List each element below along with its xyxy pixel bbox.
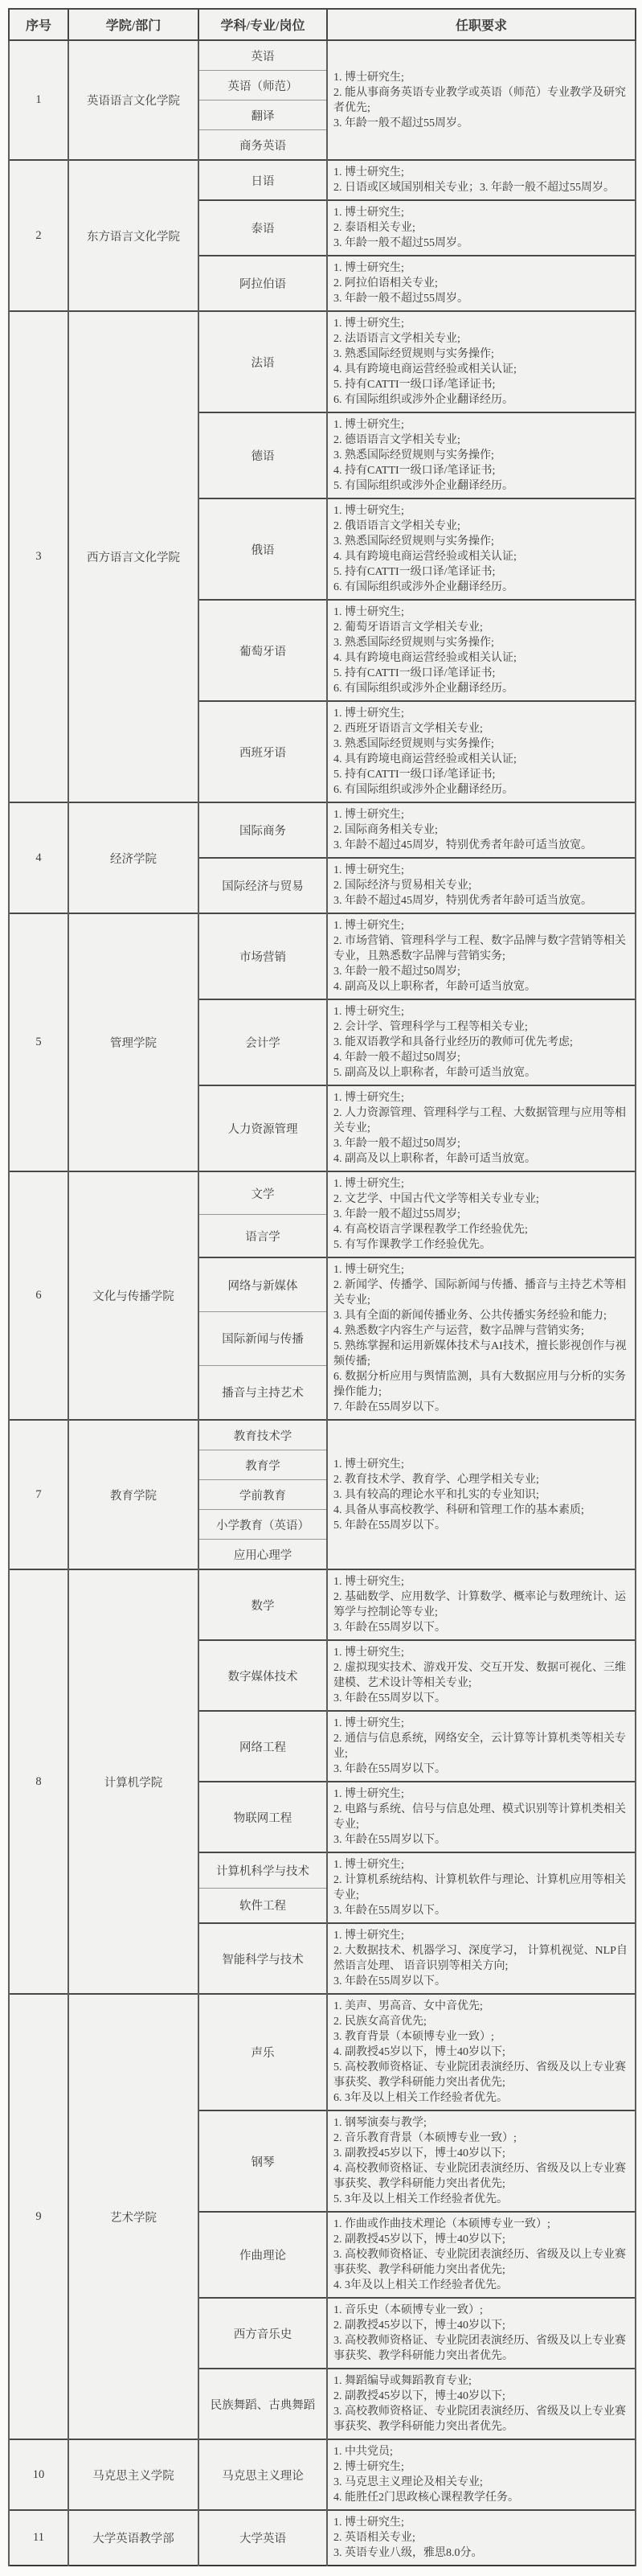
position-cell: 民族舞蹈、古典舞蹈 (198, 2369, 327, 2439)
position-cell: 网络与新媒体 (198, 1257, 327, 1312)
position-cell: 人力资源管理 (198, 1085, 327, 1171)
table-header-row (9, 9, 636, 40)
requirement-item: 4. 副教授45岁以下，博士40岁以下; (333, 2046, 505, 2058)
requirement-item: 1. 博士研究生; (333, 71, 404, 84)
position-cell: 市场营销 (198, 913, 327, 999)
requirements-cell (327, 40, 636, 160)
requirement-item: 5. 持有CATTI一级口译/笔译证书; (333, 667, 496, 679)
requirement-item: 1. 博士研究生; (333, 1458, 404, 1471)
requirement-item: 5. 高校教师资格证、专业院团表演经历、省级及以上专业赛事获奖、教学科研能力突出者优先; (333, 2061, 626, 2089)
requirement-item: 4. 具有跨境电商运营经验或相关认证; (333, 363, 517, 375)
requirement-item: 2. 大数据技术、机器学习、深度学习， 计算机视觉、NLP自然语言处理、 语音识别等相关方向; (333, 1945, 628, 1972)
college-cell: 教育学院 (68, 1420, 198, 1569)
requirement-item: 3. 年龄一般不超过55周岁。 (333, 117, 468, 129)
requirement-item: 2. 通信与信息系统，网络安全，云计算等计算机类等相关专业; (333, 1733, 626, 1760)
requirements-cell (327, 1640, 636, 1711)
requirements-cell (327, 311, 636, 412)
position-cell: 国际商务 (198, 802, 327, 858)
requirement-item: 2. 国际商务相关专业; (333, 824, 438, 836)
row-no-cell: 11 (9, 2510, 68, 2566)
table-row (9, 1420, 636, 1450)
row-no-cell: 9 (9, 1994, 68, 2439)
requirement-item: 5. 有写作课教学工作经验优先。 (333, 1239, 491, 1251)
requirement-item: 2. 西班牙语语言文学相关专业; (333, 723, 483, 735)
position-cell: 阿拉伯语 (198, 256, 327, 311)
requirement-item: 2. 会计学、管理科学与工程等相关专业; (333, 1021, 528, 1033)
requirement-item: 2. 英语相关专业; (333, 2532, 415, 2544)
requirement-item: 4. 年龄一般不超过50周岁; (333, 1052, 460, 1064)
requirement-item: 2. 能从事商务英语专业教学或英语（师范）专业教学及研究者优先; (333, 86, 626, 114)
requirements-cell (327, 2510, 636, 2566)
position-cell: 法语 (198, 311, 327, 412)
position-cell: 会计学 (198, 999, 327, 1085)
requirement-item: 1. 钢琴演奏与教学; (333, 2117, 427, 2129)
requirement-item: 4. 持有CATTI一级口译/笔译证书; (333, 465, 496, 477)
position-cell: 国际经济与贸易 (198, 858, 327, 913)
column-header-requirements: 任职要求 (327, 9, 636, 40)
requirement-item: 3. 副教授45岁以下，博士40岁以下; (333, 2147, 505, 2160)
requirement-item: 7. 年龄在55周岁以下。 (333, 1401, 446, 1413)
position-cell: 俄语 (198, 498, 327, 600)
position-cell: 商务英语 (198, 130, 327, 161)
requirement-item: 2. 电路与系统、信号与信息处理、模式识别等计算机类相关专业; (333, 1803, 626, 1831)
requirement-item: 2. 日语或区域国别相关专业；3. 年龄一般不超过55周岁。 (333, 182, 615, 194)
requirements-cell (327, 1782, 636, 1852)
requirement-item: 6. 有国际组织或涉外企业翻译经历。 (333, 581, 513, 593)
requirement-item: 4. 副高及以上职称者，年龄可适当放宽。 (333, 1153, 536, 1165)
requirement-item: 2. 虚拟现实技术、游戏开发、交互开发、数据可视化、三维建模、艺术设计等相关专业; (333, 1662, 626, 1689)
requirement-item: 6. 有国际组织或涉外企业翻译经历。 (333, 683, 513, 695)
recruitment-table (8, 8, 636, 2566)
requirement-item: 5. 持有CATTI一级口译/笔译证书; (333, 379, 496, 391)
requirement-item: 3. 教育背景（本硕博专业一致）; (333, 2031, 494, 2043)
requirement-item: 1. 博士研究生; (333, 864, 404, 876)
college-cell: 艺术学院 (68, 1994, 198, 2439)
requirement-item: 1. 博士研究生; (333, 1647, 404, 1659)
position-cell: 小学教育（英语） (198, 1510, 327, 1540)
requirement-item: 2. 新闻学、传播学、国际新闻与传播、播音与主持艺术等相关专业; (333, 1279, 626, 1306)
requirements-cell (327, 2369, 636, 2439)
position-cell: 软件工程 (198, 1888, 327, 1923)
requirement-item: 3. 能双语教学和具备行业经历的教师可优先考虑; (333, 1036, 573, 1048)
requirement-item: 2. 音乐教育背景（本硕博专业一致）; (333, 2132, 517, 2144)
requirement-item: 3. 高校教师资格证、专业院团表演经历、省级及以上专业赛事获奖、教学科研能力突出者优先; (333, 2249, 626, 2276)
position-cell: 翻译 (198, 100, 327, 130)
requirements-cell (327, 600, 636, 701)
requirement-item: 2. 俄语语言文学相关专业; (333, 520, 460, 532)
requirement-item: 1. 美声、男高音、女中音优先; (333, 2000, 483, 2012)
college-cell: 西方语言文化学院 (68, 311, 198, 802)
requirement-item: 3. 年龄在55周岁以下。 (333, 1692, 446, 1704)
requirement-item: 3. 年龄在55周岁以下。 (333, 1622, 446, 1634)
table-row (9, 1569, 636, 1640)
position-cell: 日语 (198, 160, 327, 200)
requirement-item: 4. 副高及以上职称者，年龄可适当放宽。 (333, 981, 536, 993)
position-cell: 学前教育 (198, 1480, 327, 1510)
requirement-item: 4. 熟悉数字内容生产与运营，数字品牌与营销实务; (333, 1325, 584, 1337)
position-cell: 教育学 (198, 1450, 327, 1480)
requirement-item: 2. 副教授45岁以下，博士40岁以下; (333, 2320, 505, 2332)
requirement-item: 6. 数据分析应用与舆情监测，具有大数据应用与分析的实务操作能力; (333, 1371, 626, 1398)
requirement-item: 3. 具有较高的理论水平和扎实的专业知识; (333, 1488, 539, 1501)
requirement-item: 1. 博士研究生; (333, 1006, 404, 1018)
requirements-cell (327, 1994, 636, 2110)
position-cell: 智能科学与技术 (198, 1923, 327, 1994)
requirements-cell (327, 256, 636, 311)
requirement-item: 2. 德语语言文学相关专业; (333, 434, 460, 446)
position-cell: 网络工程 (198, 1711, 327, 1782)
requirement-item: 1. 舞蹈编导或舞蹈教育专业; (333, 2375, 472, 2387)
row-no-cell: 6 (9, 1171, 68, 1420)
requirement-item: 5. 副高及以上职称者，年龄可适当放宽。 (333, 1067, 536, 1079)
requirement-item: 3. 熟悉国际经贸规则与实务操作; (333, 348, 494, 360)
requirement-item: 1. 博士研究生; (333, 1264, 404, 1276)
requirements-cell (327, 160, 636, 200)
requirement-item: 6. 有国际组织或涉外企业翻译经历。 (333, 394, 513, 406)
requirements-cell (327, 999, 636, 1085)
requirement-item: 3. 具有全面的新闻传播业务、公共传播实务经验和能力; (333, 1310, 607, 1322)
position-cell: 语言学 (198, 1215, 327, 1258)
position-cell: 声乐 (198, 1994, 327, 2110)
table-row (9, 2439, 636, 2510)
requirement-item: 3. 熟悉国际经贸规则与实务操作; (333, 449, 494, 461)
requirement-item: 3. 年龄一般不超过55周岁。 (333, 293, 468, 305)
requirement-item: 1. 博士研究生; (333, 1717, 404, 1729)
requirement-item: 3. 高校教师资格证、专业院团表演经历、省级及以上专业赛事获奖、教学科研能力突出者优先。 (333, 2406, 626, 2433)
position-cell: 计算机科学与技术 (198, 1852, 327, 1888)
requirement-item: 1. 作曲或作曲技术理论（本硕博专业一致）; (333, 2218, 550, 2230)
position-cell: 马克思主义理论 (198, 2439, 327, 2510)
requirements-cell (327, 1420, 636, 1569)
requirement-item: 1. 音乐史（本硕博专业一致）; (333, 2304, 483, 2316)
requirement-item: 2. 人力资源管理、管理科学与工程、大数据管理与应用等相关专业; (333, 1107, 626, 1134)
requirement-item: 3. 年龄在55周岁以下。 (333, 1905, 446, 1917)
college-cell: 马克思主义学院 (68, 2439, 198, 2510)
college-cell: 经济学院 (68, 802, 198, 913)
position-cell: 西班牙语 (198, 701, 327, 802)
requirement-item: 1. 博士研究生; (333, 1178, 404, 1190)
requirement-item: 1. 博士研究生; (333, 809, 404, 821)
row-no-cell: 8 (9, 1569, 68, 1994)
requirements-cell (327, 913, 636, 999)
requirement-item: 6. 3年及以上相关工作经验者优先。 (333, 2092, 508, 2104)
requirement-item: 1. 中共党员; (333, 2446, 393, 2458)
college-cell: 管理学院 (68, 913, 198, 1171)
position-cell: 德语 (198, 412, 327, 498)
position-cell: 钢琴 (198, 2110, 327, 2212)
requirement-item: 1. 博士研究生; (333, 419, 404, 431)
requirements-cell (327, 498, 636, 600)
requirement-item: 2. 市场营销、管理科学与工程、数字品牌与数字营销等相关专业，且熟悉数字品牌与营销实务; (333, 935, 626, 962)
requirements-cell (327, 200, 636, 256)
requirement-item: 1. 博士研究生; (333, 207, 404, 219)
position-cell: 英语（师范） (198, 71, 327, 100)
requirement-item: 1. 博士研究生; (333, 1859, 404, 1871)
table-row (9, 160, 636, 200)
requirement-item: 1. 博士研究生; (333, 505, 404, 517)
row-no-cell: 2 (9, 160, 68, 311)
table-row (9, 311, 636, 412)
requirement-item: 4. 有高校语言学课程教学工作经验优先; (333, 1224, 528, 1236)
requirements-cell (327, 412, 636, 498)
table-row (9, 913, 636, 999)
requirement-item: 2. 法语语言文学相关专业; (333, 333, 460, 345)
requirement-item: 2. 计算机系统结构、计算机软件与理论、计算机应用等相关专业; (333, 1874, 626, 1901)
position-cell: 大学英语 (198, 2510, 327, 2566)
requirements-cell (327, 1569, 636, 1640)
requirement-item: 5. 年龄在55周岁以下。 (333, 1519, 446, 1532)
column-header-no: 序号 (9, 9, 68, 40)
requirement-item: 4. 高校教师资格证、专业院团表演经历、省级及以上专业赛事获奖、教学科研能力突出者优先; (333, 2163, 626, 2190)
requirement-item: 3. 高校教师资格证、专业院团表演经历、省级及以上专业赛事获奖、教学科研能力突出者优先。 (333, 2335, 626, 2362)
requirement-item: 6. 有国际组织或涉外企业翻译经历。 (333, 784, 513, 796)
college-cell: 英语语言文化学院 (68, 40, 198, 160)
requirement-item: 2. 基础数学、应用数学、计算数学、概率论与数理统计、运筹学与控制论等专业; (333, 1591, 626, 1618)
requirement-item: 2. 副教授45岁以下，博士40岁以下; (333, 2233, 505, 2246)
requirement-item: 2. 教育技术学、教育学、心理学相关专业; (333, 1473, 539, 1486)
requirement-item: 2. 葡萄牙语语言文学相关专业; (333, 621, 483, 634)
requirements-cell (327, 1085, 636, 1171)
requirements-cell (327, 2212, 636, 2298)
position-cell: 作曲理论 (198, 2212, 327, 2298)
requirements-cell (327, 2298, 636, 2369)
requirement-item: 4. 具备从事高校教学、科研和管理工作的基本素质; (333, 1503, 584, 1516)
requirement-item: 3. 年龄一般不超过50周岁; (333, 966, 460, 978)
requirement-item: 5. 持有CATTI一级口译/笔译证书; (333, 769, 496, 781)
requirement-item: 3. 年龄不超过45周岁，特别优秀者年龄可适当放宽。 (333, 839, 592, 851)
requirement-item: 4. 3年及以上相关工作经验者优先。 (333, 2279, 508, 2291)
requirements-cell (327, 1923, 636, 1994)
table-body (9, 40, 636, 2566)
requirement-item: 1. 博士研究生; (333, 1930, 404, 1942)
requirements-cell (327, 1171, 636, 1257)
requirement-item: 3. 年龄一般不超过55周岁; (333, 1208, 460, 1220)
requirements-cell (327, 1711, 636, 1782)
requirement-item: 2. 国际经济与贸易相关专业; (333, 880, 472, 892)
requirement-item: 1. 博士研究生; (333, 166, 404, 178)
table-row (9, 2510, 636, 2566)
requirement-item: 5. 有国际组织或涉外企业翻译经历。 (333, 480, 513, 492)
requirement-item: 3. 马克思主义理论及相关专业; (333, 2476, 483, 2488)
requirement-item: 2. 阿拉伯语相关专业; (333, 277, 438, 289)
college-cell: 文化与传播学院 (68, 1171, 198, 1420)
position-cell: 数学 (198, 1569, 327, 1640)
position-cell: 国际新闻与传播 (198, 1312, 327, 1366)
position-cell: 泰语 (198, 200, 327, 256)
requirements-cell (327, 858, 636, 913)
requirement-item: 3. 英语专业八级，雅思8.0分。 (333, 2547, 483, 2559)
table-row (9, 40, 636, 71)
column-header-college: 学院/部门 (68, 9, 198, 40)
position-cell: 物联网工程 (198, 1782, 327, 1852)
requirement-item: 1. 博士研究生; (333, 1788, 404, 1800)
requirements-cell (327, 2110, 636, 2212)
row-no-cell: 4 (9, 802, 68, 913)
row-no-cell: 1 (9, 40, 68, 160)
requirement-item: 2. 副教授45岁以下，博士40岁以下; (333, 2390, 505, 2402)
requirement-item: 3. 年龄不超过45周岁，特别优秀者年龄可适当放宽。 (333, 895, 592, 907)
college-cell: 东方语言文化学院 (68, 160, 198, 311)
position-cell: 英语 (198, 40, 327, 71)
position-cell: 葡萄牙语 (198, 600, 327, 701)
position-cell: 数字媒体技术 (198, 1640, 327, 1711)
position-cell: 播音与主持艺术 (198, 1365, 327, 1420)
requirement-item: 1. 博士研究生; (333, 606, 404, 618)
requirement-item: 2. 民族女高音优先; (333, 2016, 427, 2028)
row-no-cell: 7 (9, 1420, 68, 1569)
requirement-item: 3. 年龄在55周岁以下。 (333, 1834, 446, 1846)
requirement-item: 4. 能胜任2门思政核心课程教学任务。 (333, 2492, 519, 2504)
position-cell: 教育技术学 (198, 1420, 327, 1450)
position-cell: 文学 (198, 1171, 327, 1215)
column-header-position: 学科/专业/岗位 (198, 9, 327, 40)
requirement-item: 3. 年龄一般不超过50周岁; (333, 1138, 460, 1150)
requirement-item: 1. 博士研究生; (333, 1092, 404, 1104)
requirement-item: 2. 文艺学、中国古代文学等相关专业专业; (333, 1193, 539, 1205)
requirement-item: 1. 博士研究生; (333, 2517, 404, 2529)
requirement-item: 4. 具有跨境电商运营经验或相关认证; (333, 753, 517, 765)
requirement-item: 1. 博士研究生; (333, 920, 404, 932)
table-row (9, 1994, 636, 2110)
table-row (9, 802, 636, 858)
requirement-item: 4. 具有跨境电商运营经验或相关认证; (333, 551, 517, 563)
position-cell: 应用心理学 (198, 1540, 327, 1570)
requirement-item: 1. 博士研究生; (333, 1576, 404, 1588)
requirement-item: 3. 熟悉国际经贸规则与实务操作; (333, 535, 494, 548)
college-cell: 计算机学院 (68, 1569, 198, 1994)
table-row (9, 1171, 636, 1215)
requirement-item: 5. 3年及以上相关工作经验者优先。 (333, 2193, 508, 2205)
requirements-cell (327, 802, 636, 858)
requirement-item: 3. 年龄在55周岁以下。 (333, 1975, 446, 1987)
requirement-item: 5. 持有CATTI一级口译/笔译证书; (333, 566, 496, 578)
college-cell: 大学英语教学部 (68, 2510, 198, 2566)
requirements-cell (327, 701, 636, 802)
requirement-item: 5. 熟练掌握和运用新媒体技术与AI技术，擅长影视创作与视频传播; (333, 1340, 627, 1368)
requirement-item: 3. 熟悉国际经贸规则与实务操作; (333, 738, 494, 750)
requirement-item: 2. 泰语相关专业; (333, 222, 415, 234)
requirement-item: 1. 博士研究生; (333, 318, 404, 330)
requirement-item: 1. 博士研究生; (333, 262, 404, 274)
requirements-cell (327, 2439, 636, 2510)
position-cell: 西方音乐史 (198, 2298, 327, 2369)
requirements-cell (327, 1257, 636, 1420)
row-no-cell: 5 (9, 913, 68, 1171)
row-no-cell: 3 (9, 311, 68, 802)
row-no-cell: 10 (9, 2439, 68, 2510)
requirement-item: 2. 博士研究生; (333, 2461, 404, 2473)
requirement-item: 1. 博士研究生; (333, 708, 404, 720)
requirements-cell (327, 1852, 636, 1923)
requirement-item: 3. 年龄一般不超过55周岁。 (333, 237, 468, 249)
requirement-item: 3. 熟悉国际经贸规则与实务操作; (333, 637, 494, 649)
requirement-item: 3. 年龄在55周岁以下。 (333, 1763, 446, 1775)
requirement-item: 4. 具有跨境电商运营经验或相关认证; (333, 652, 517, 664)
